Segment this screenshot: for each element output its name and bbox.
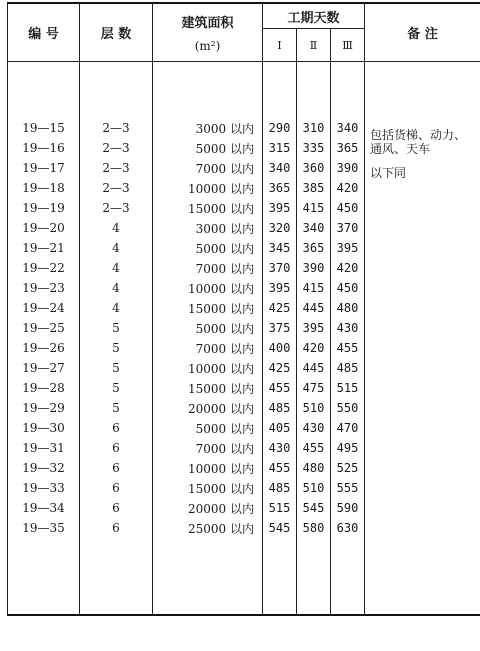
row-notes xyxy=(365,178,480,198)
row-days-2: 445 xyxy=(297,358,331,378)
col-header-floors: 层 数 xyxy=(80,3,153,62)
row-days-2: 415 xyxy=(297,278,331,298)
row-notes xyxy=(365,378,480,398)
row-floors: 2—3 xyxy=(80,138,153,158)
row-days-1: 395 xyxy=(263,278,297,298)
row-days-2: 365 xyxy=(297,238,331,258)
row-floors: 2—3 xyxy=(80,158,153,178)
col-header-area-unit: (m²) xyxy=(194,39,221,53)
row-area: 5000 以内 xyxy=(153,418,263,438)
row-area: 10000 以内 xyxy=(153,178,263,198)
note-line-3: 以下同 xyxy=(370,166,407,180)
row-floors: 5 xyxy=(80,318,153,338)
row-notes xyxy=(365,398,480,418)
row-days-3: 340 xyxy=(331,118,365,138)
row-floors: 5 xyxy=(80,358,153,378)
row-days-1: 455 xyxy=(263,378,297,398)
row-number: 19—33 xyxy=(8,478,80,498)
row-floors: 2—3 xyxy=(80,178,153,198)
table-row xyxy=(8,258,480,278)
row-days-1: 290 xyxy=(263,118,297,138)
row-floors: 6 xyxy=(80,438,153,458)
row-number: 19—23 xyxy=(8,278,80,298)
row-notes xyxy=(365,278,480,298)
row-notes xyxy=(365,498,480,518)
row-days-1: 395 xyxy=(263,198,297,218)
row-number: 19—24 xyxy=(8,298,80,318)
row-floors: 6 xyxy=(80,518,153,538)
row-days-3: 480 xyxy=(331,298,365,318)
row-days-2: 580 xyxy=(297,518,331,538)
row-days-2: 475 xyxy=(297,378,331,398)
row-days-3: 495 xyxy=(331,438,365,458)
row-days-2: 310 xyxy=(297,118,331,138)
row-days-1: 455 xyxy=(263,458,297,478)
table-row xyxy=(8,198,480,218)
row-number: 19—16 xyxy=(8,138,80,158)
row-area: 15000 以内 xyxy=(153,298,263,318)
row-days-3: 555 xyxy=(331,478,365,498)
row-days-1: 375 xyxy=(263,318,297,338)
row-days-2: 335 xyxy=(297,138,331,158)
row-days-2: 545 xyxy=(297,498,331,518)
row-area: 7000 以内 xyxy=(153,258,263,278)
row-days-2: 420 xyxy=(297,338,331,358)
row-number: 19—21 xyxy=(8,238,80,258)
col-header-days-1: I xyxy=(263,29,297,62)
table-row xyxy=(8,418,480,438)
table-row xyxy=(8,478,480,498)
row-notes xyxy=(365,258,480,278)
row-area: 5000 以内 xyxy=(153,238,263,258)
row-days-2: 340 xyxy=(297,218,331,238)
row-days-3: 515 xyxy=(331,378,365,398)
row-area: 10000 以内 xyxy=(153,458,263,478)
col-header-notes: 备 注 xyxy=(365,3,480,62)
row-floors: 5 xyxy=(80,378,153,398)
row-days-3: 420 xyxy=(331,258,365,278)
row-days-3: 365 xyxy=(331,138,365,158)
row-area: 10000 以内 xyxy=(153,358,263,378)
col-header-area xyxy=(153,3,263,62)
row-number: 19—31 xyxy=(8,438,80,458)
row-days-1: 345 xyxy=(263,238,297,258)
row-area: 7000 以内 xyxy=(153,338,263,358)
col-header-days: 工期天数 xyxy=(263,3,365,29)
table-row xyxy=(8,498,480,518)
row-days-3: 390 xyxy=(331,158,365,178)
row-notes xyxy=(365,298,480,318)
row-days-3: 455 xyxy=(331,338,365,358)
row-days-1: 320 xyxy=(263,218,297,238)
row-area: 3000 以内 xyxy=(153,118,263,138)
row-days-1: 400 xyxy=(263,338,297,358)
row-notes xyxy=(365,238,480,258)
row-days-2: 430 xyxy=(297,418,331,438)
table-row xyxy=(8,338,480,358)
row-floors: 4 xyxy=(80,238,153,258)
row-days-3: 370 xyxy=(331,218,365,238)
row-area: 15000 以内 xyxy=(153,378,263,398)
row-days-1: 370 xyxy=(263,258,297,278)
row-days-1: 545 xyxy=(263,518,297,538)
row-number: 19—25 xyxy=(8,318,80,338)
notes-text xyxy=(370,128,480,180)
row-days-2: 510 xyxy=(297,398,331,418)
row-days-3: 525 xyxy=(331,458,365,478)
row-area: 5000 以内 xyxy=(153,138,263,158)
row-days-2: 385 xyxy=(297,178,331,198)
row-area: 25000 以内 xyxy=(153,518,263,538)
row-notes xyxy=(365,358,480,378)
row-floors: 4 xyxy=(80,258,153,278)
row-number: 19—17 xyxy=(8,158,80,178)
row-days-3: 430 xyxy=(331,318,365,338)
row-days-1: 425 xyxy=(263,358,297,378)
row-area: 15000 以内 xyxy=(153,478,263,498)
tail-row xyxy=(8,538,480,615)
row-area: 15000 以内 xyxy=(153,198,263,218)
row-floors: 4 xyxy=(80,278,153,298)
row-floors: 4 xyxy=(80,298,153,318)
row-days-3: 550 xyxy=(331,398,365,418)
col-header-area-label: 建筑面积 xyxy=(181,16,234,31)
row-area: 3000 以内 xyxy=(153,218,263,238)
note-line-2: 通风、天车 xyxy=(370,142,431,156)
row-area: 10000 以内 xyxy=(153,278,263,298)
row-days-3: 420 xyxy=(331,178,365,198)
row-floors: 6 xyxy=(80,478,153,498)
table-row xyxy=(8,378,480,398)
table-row xyxy=(8,278,480,298)
row-notes xyxy=(365,458,480,478)
row-area: 20000 以内 xyxy=(153,398,263,418)
row-days-2: 395 xyxy=(297,318,331,338)
row-days-3: 590 xyxy=(331,498,365,518)
row-number: 19—28 xyxy=(8,378,80,398)
row-days-3: 470 xyxy=(331,418,365,438)
row-area: 7000 以内 xyxy=(153,438,263,458)
row-days-1: 515 xyxy=(263,498,297,518)
row-days-1: 365 xyxy=(263,178,297,198)
row-days-2: 390 xyxy=(297,258,331,278)
row-number: 19—29 xyxy=(8,398,80,418)
row-days-1: 315 xyxy=(263,138,297,158)
row-days-1: 430 xyxy=(263,438,297,458)
row-days-3: 630 xyxy=(331,518,365,538)
row-days-1: 485 xyxy=(263,398,297,418)
col-header-days-3: Ⅲ xyxy=(331,29,365,62)
row-number: 19—22 xyxy=(8,258,80,278)
row-area: 5000 以内 xyxy=(153,318,263,338)
row-floors: 6 xyxy=(80,418,153,438)
col-header-days-2: Ⅱ xyxy=(297,29,331,62)
row-floors: 6 xyxy=(80,498,153,518)
table-row xyxy=(8,458,480,478)
spacer-row xyxy=(8,62,480,119)
row-notes xyxy=(365,418,480,438)
table-row xyxy=(8,178,480,198)
row-days-1: 405 xyxy=(263,418,297,438)
row-days-2: 510 xyxy=(297,478,331,498)
row-area: 7000 以内 xyxy=(153,158,263,178)
row-notes xyxy=(365,198,480,218)
row-floors: 5 xyxy=(80,398,153,418)
table-row xyxy=(8,218,480,238)
construction-period-table xyxy=(7,2,480,616)
row-floors: 4 xyxy=(80,218,153,238)
row-days-3: 450 xyxy=(331,278,365,298)
row-area: 20000 以内 xyxy=(153,498,263,518)
row-floors: 5 xyxy=(80,338,153,358)
row-number: 19—27 xyxy=(8,358,80,378)
row-days-2: 480 xyxy=(297,458,331,478)
row-days-3: 450 xyxy=(331,198,365,218)
row-notes xyxy=(365,478,480,498)
table-row xyxy=(8,398,480,418)
row-days-3: 395 xyxy=(331,238,365,258)
row-number: 19—35 xyxy=(8,518,80,538)
row-number: 19—34 xyxy=(8,498,80,518)
row-floors: 2—3 xyxy=(80,118,153,138)
row-number: 19—32 xyxy=(8,458,80,478)
table-row xyxy=(8,298,480,318)
row-days-2: 360 xyxy=(297,158,331,178)
table-row xyxy=(8,518,480,538)
row-number: 19—15 xyxy=(8,118,80,138)
row-notes xyxy=(365,518,480,538)
row-notes xyxy=(365,218,480,238)
row-days-1: 425 xyxy=(263,298,297,318)
row-days-1: 340 xyxy=(263,158,297,178)
note-line-1: 包括货梯、动力、 xyxy=(370,128,467,142)
header-row xyxy=(8,3,480,29)
row-notes xyxy=(365,318,480,338)
row-floors: 2—3 xyxy=(80,198,153,218)
table-row xyxy=(8,238,480,258)
row-days-3: 485 xyxy=(331,358,365,378)
row-number: 19—18 xyxy=(8,178,80,198)
table-row xyxy=(8,318,480,338)
row-days-2: 445 xyxy=(297,298,331,318)
row-floors: 6 xyxy=(80,458,153,478)
row-notes xyxy=(365,438,480,458)
table-row xyxy=(8,358,480,378)
row-number: 19—26 xyxy=(8,338,80,358)
row-days-2: 455 xyxy=(297,438,331,458)
row-notes xyxy=(365,338,480,358)
col-header-number: 编 号 xyxy=(8,3,80,62)
row-days-2: 415 xyxy=(297,198,331,218)
row-number: 19—30 xyxy=(8,418,80,438)
table-row xyxy=(8,438,480,458)
row-days-1: 485 xyxy=(263,478,297,498)
row-number: 19—20 xyxy=(8,218,80,238)
row-number: 19—19 xyxy=(8,198,80,218)
